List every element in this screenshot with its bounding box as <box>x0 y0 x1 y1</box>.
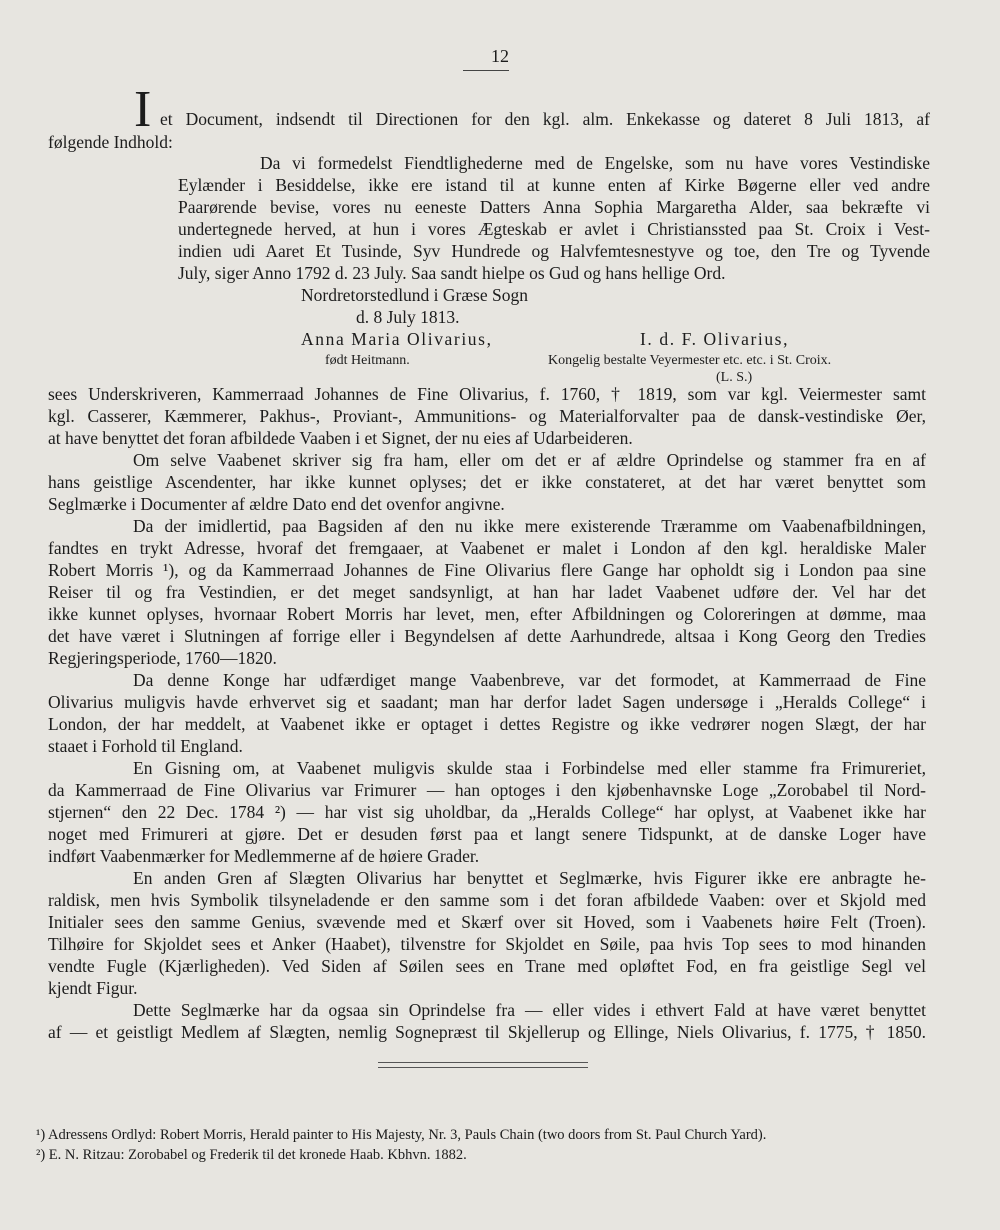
body-line: fandtes en trykt Adresse, hvoraf det fremgaaer, at Vaabenet er malet i London af den kgl. heraldiske Maler <box>48 538 926 558</box>
body-line: at have benyttet det foran afbildede Vaaben i et Signet, der nu eies af Udarbeideren. <box>48 428 633 448</box>
signatory-left-name: Anna Maria Olivarius, <box>301 329 493 349</box>
quote-line: indien udi Aaret Et Tusinde, Syv Hundrede og Halvfemtesnestyve og toe, den Tre og Tyvende <box>178 241 930 261</box>
section-divider <box>378 1067 588 1068</box>
body-line: Olivarius muligvis havde erhvervet sig et saadant; man har derfor ladet Sagen undersøge i „Heralds College“ i <box>48 692 926 712</box>
date-line: d. 8 July 1813. <box>356 307 460 327</box>
quote-line: undertegnede herved, at hun i vores Ægteskab er avlet i Christianssted paa St. Croix i Vest- <box>178 219 930 239</box>
place-line: Nordretorstedlund i Græse Sogn <box>301 285 528 305</box>
body-line: Da denne Konge har udfærdiget mange Vaabenbreve, var det formodet, at Kammerraad de Fine <box>133 670 926 690</box>
section-divider <box>378 1062 588 1063</box>
body-line: kgl. Casserer, Kæmmerer, Pakhus-, Proviant-, Ammunitions- og Materialforvalter paa de dansk-vestindiske Øer, <box>48 406 926 426</box>
quote-line: Eylænder i Besiddelse, ikke ere istand til at kunne enten af Kirke Bøgerne eller ved andre <box>178 175 930 195</box>
body-line: Om selve Vaabenet skriver sig fra ham, eller om det er af ældre Oprindelse og stammer fra en af <box>133 450 926 470</box>
body-line: da Kammerraad de Fine Olivarius var Frimurer — han optoges i den kjøbenhavnske Loge „Zorobabel til Nord- <box>48 780 926 800</box>
body-line: kjendt Figur. <box>48 978 138 998</box>
body-line: af — et geistligt Medlem af Slægten, nemlig Sognepræst til Skjellerup og Ellinge, Niels Olivarius, f. 1775, † 1850. <box>48 1022 926 1042</box>
quote-line: July, siger Anno 1792 d. 23 July. Saa sandt hielpe os Gud og hans hellige Ord. <box>178 263 726 283</box>
body-line: Regjeringsperiode, 1760—1820. <box>48 648 277 668</box>
body-line: En Gisning om, at Vaabenet muligvis skulde staa i Forbindelse med eller stamme fra Frimureriet, <box>133 758 926 778</box>
footnote: ²) E. N. Ritzau: Zorobabel og Frederik til det kronede Haab. Kbhvn. 1882. <box>36 1147 467 1163</box>
page-number-rule <box>463 70 509 71</box>
signatory-left-note: født Heitmann. <box>325 353 410 368</box>
body-line: Seglmærke i Documenter af ældre Dato end det ovenfor angivne. <box>48 494 505 514</box>
body-line: det have været i Slutningen af forrige eller i Begyndelsen af dette Aarhundrede, altsaa i Kong Georg den Tredies <box>48 626 926 646</box>
quote-line: Paarørende bevise, vores nu eeneste Datters Anna Sophia Margaretha Alder, saa bekræfte vi <box>178 197 930 217</box>
signatory-right-name: I. d. F. Olivarius, <box>640 329 790 349</box>
intro-line-2: følgende Indhold: <box>48 132 173 152</box>
seal-mark: (L. S.) <box>716 370 753 385</box>
body-line: En anden Gren af Slægten Olivarius har benyttet et Seglmærke, hvis Figurer ikke ere anbragte he- <box>133 868 926 888</box>
page-number: 12 <box>491 46 509 66</box>
body-line: noget med Frimureri at gjøre. Det er desuden først paa et langt senere Tidspunkt, at de danske Loger have <box>48 824 926 844</box>
quote-line: Da vi formedelst Fiendtlighederne med de Engelske, som nu have vores Vestindiske <box>260 153 930 173</box>
body-line: Reiser til og fra Vestindien, er det meget sandsynligt, at han har ladet Vaabenet udføre der. Vel har det <box>48 582 926 602</box>
intro-line-1: et Document, indsendt til Directionen for den kgl. alm. Enkekasse og dateret 8 Juli 1813, af <box>160 109 930 129</box>
body-line: raldisk, men hvis Symbolik tilsyneladende er den samme som i det foran afbildede Vaaben: over et Skjold med <box>48 890 926 910</box>
body-line: Tilhøire for Skjoldet sees et Anker (Haabet), tilvenstre for Skjoldet en Søile, paa hvis Top sees to mod hinanden <box>48 934 926 954</box>
body-line: ikke kunnet oplyses, hvornaar Robert Morris har levet, men, efter Afbildningen og Coloreringen at dømme, maa <box>48 604 926 624</box>
body-line: London, der har meddelt, at Vaabenet ikke er optaget i dettes Registre og ikke vedrører nogen Slægt, der har <box>48 714 926 734</box>
body-line: Dette Seglmærke har da ogsaa sin Oprindelse fra — eller vides i ethvert Fald at have været benyttet <box>133 1000 926 1020</box>
body-line: Robert Morris ¹), og da Kammerraad Johannes de Fine Olivarius flere Gange har opholdt sig i London paa sine <box>48 560 926 580</box>
body-line: vendte Fugle (Kjærligheden). Ved Siden af Søilen sees en Trane med opløftet Fod, en fra geistlige Segl vel <box>48 956 926 976</box>
drop-cap: I <box>134 81 152 138</box>
body-line: Da der imidlertid, paa Bagsiden af den nu ikke mere existerende Træramme om Vaabenafbildningen, <box>133 516 926 536</box>
body-line: sees Underskriveren, Kammerraad Johannes de Fine Olivarius, f. 1760, † 1819, som var kgl. Veiermester samt <box>48 384 926 404</box>
body-line: staaet i Forhold til England. <box>48 736 243 756</box>
body-line: stjernen“ den 22 Dec. 1784 ²) — har vist sig uholdbar, da „Heralds College“ har oplyst, at Vaabenet ikke har <box>48 802 926 822</box>
body-line: Initialer sees den samme Genius, svævende med et Skærf over sit Hoved, som i Vaabenets høire Felt (Troen). <box>48 912 926 932</box>
body-line: hans geistlige Ascendenter, har ikke kunnet oplyses; det er ikke constateret, at det har været benyttet som <box>48 472 926 492</box>
body-line: indført Vaabenmærker for Medlemmerne af de høiere Grader. <box>48 846 480 866</box>
footnote: ¹) Adressens Ordlyd: Robert Morris, Herald painter to His Majesty, Nr. 3, Pauls Chain (two doors from St. Paul Church Yard). <box>36 1127 767 1143</box>
signatory-right-note: Kongelig bestalte Veyermester etc. etc. i St. Croix. <box>548 353 832 368</box>
